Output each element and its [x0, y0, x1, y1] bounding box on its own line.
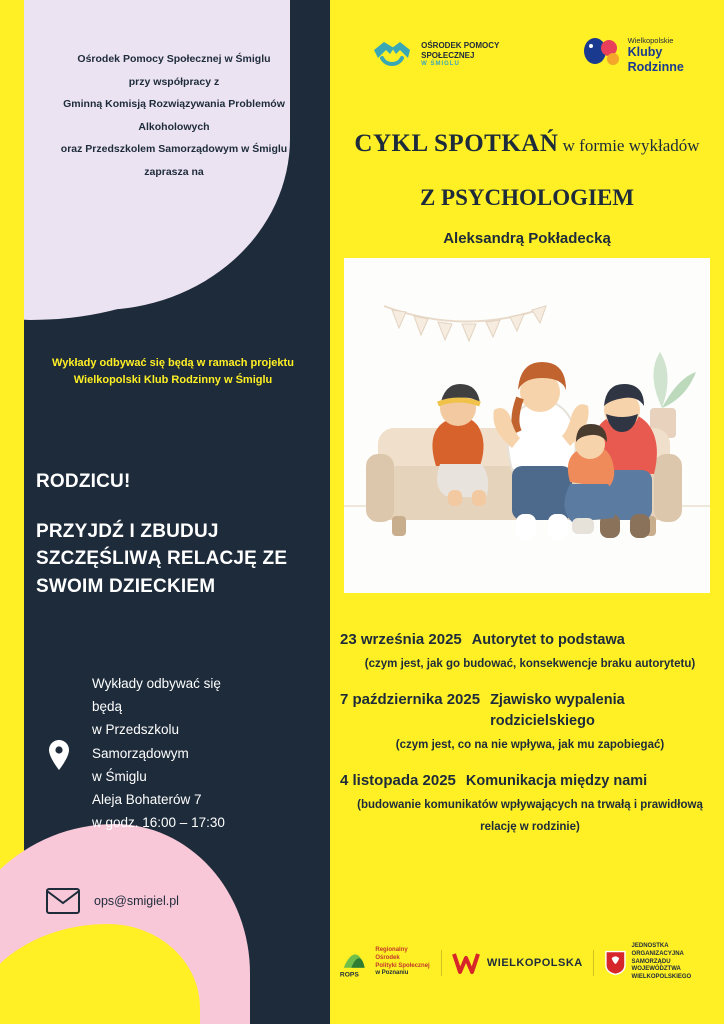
- juw-line2: SAMORZĄDU: [631, 958, 671, 965]
- right-column: [330, 0, 724, 1024]
- ops-logo-line2: SPOŁECZNEJ: [421, 51, 475, 61]
- handshake-icon: [370, 36, 414, 74]
- headline-sub: PRZYJDŹ I ZBUDUJ SZCZĘŚLIWĄ RELACJĘ ZE SWOIM DZIECKIEM: [36, 520, 288, 597]
- rops-mark-icon: [338, 948, 370, 978]
- headline-block: [36, 468, 316, 600]
- kluby-logo-main2: Rodzinne: [627, 59, 684, 74]
- headline-main: RODZICU!: [36, 471, 131, 492]
- address-block: [92, 672, 302, 835]
- kluby-logo-text: [628, 36, 684, 75]
- juw-logo-text: [632, 943, 718, 982]
- logo-divider: [441, 950, 442, 976]
- address-line: w godz. 16:00 – 17:30: [92, 815, 225, 831]
- intro-line: przy współpracy z: [128, 75, 220, 88]
- title-thin-part: w formie wykładów: [558, 136, 700, 155]
- schedule-date: 23 września 2025: [340, 631, 462, 648]
- address-line: będą: [92, 699, 123, 715]
- title-caps-rest: YKL SPOTKAŃ: [372, 130, 559, 157]
- schedule-row: [340, 771, 720, 793]
- wielkopolska-logo: [452, 950, 583, 976]
- logo-divider: [593, 950, 594, 976]
- rops-line2: Polityki Społecznej: [375, 962, 430, 969]
- top-logos: [330, 24, 724, 86]
- intro-text-block: [26, 48, 322, 183]
- juw-logo: [604, 943, 718, 982]
- schedule-description: (czym jest, jak go budować, konsekwencje braku autorytetu): [364, 657, 696, 670]
- schedule-item: [340, 771, 720, 838]
- address-line: Wykłady odbywać się: [92, 676, 221, 691]
- rops-line1: Regionalny Ośrodek: [375, 946, 408, 961]
- coat-of-arms-icon: [604, 949, 627, 977]
- email-contact[interactable]: [46, 888, 179, 914]
- schedule-topic: Zjawisko wypalenia rodzicielskiego: [490, 691, 625, 730]
- juw-line1: JEDNOSTKA ORGANIZACYJNA: [631, 943, 684, 957]
- intro-line: oraz Przedszkolem Samorządowym w Śmiglu: [60, 143, 288, 156]
- project-note: Wykłady odbywać się będą w ramach projektu Wielkopolski Klub Rodzinny w Śmiglu: [52, 357, 294, 387]
- bottom-logos: [338, 943, 718, 982]
- envelope-icon: [46, 888, 80, 914]
- schedule-item: [340, 630, 720, 676]
- family-bird-icon: [580, 35, 622, 75]
- kluby-logo-main1: Kluby: [627, 44, 663, 59]
- schedule-date: 7 października 2025: [340, 690, 481, 708]
- address-line: w Śmiglu: [92, 768, 147, 784]
- address-line: w Przedszkolu: [92, 722, 180, 738]
- ops-logo-text: [421, 41, 499, 69]
- schedule-topic: Komunikacja między nami: [465, 772, 648, 789]
- schedule-item: [340, 690, 720, 757]
- schedule-row: [340, 630, 720, 652]
- schedule-list: [340, 630, 720, 852]
- rops-logo-text: [375, 947, 431, 978]
- intro-line: Gminną Komisją Rozwiązywania Problemów: [63, 98, 285, 111]
- juw-line4: WIELKOPOLSKIEGO: [631, 974, 692, 981]
- svg-text:ROPS: ROPS: [339, 970, 359, 978]
- rops-line3: w Poznaniu: [375, 970, 409, 977]
- kluby-logo-top: Wielkopolskie: [627, 35, 674, 45]
- title-line-1: [330, 130, 724, 158]
- wielkopolska-text: WIELKOPOLSKA: [486, 956, 583, 969]
- rops-logo: [338, 947, 431, 978]
- ops-logo: [370, 36, 499, 74]
- illustration-family-on-sofa: [344, 258, 710, 593]
- ops-logo-line3: W ŚMIGLU: [421, 61, 460, 68]
- schedule-topic: Autorytet to podstawa: [471, 632, 625, 648]
- intro-line: Ośrodek Pomocy Społecznej w Śmiglu: [77, 53, 271, 65]
- juw-line3: WOJEWÓDZTWA: [631, 966, 681, 973]
- presenter-name: Aleksandrą Pokładecką: [443, 230, 611, 247]
- address-line: Samorządowym: [92, 745, 189, 761]
- ops-logo-line1: OŚRODEK POMOCY: [421, 41, 500, 51]
- kluby-rodzinne-logo: [580, 35, 684, 75]
- title-initial: C: [354, 130, 373, 157]
- title-line-2: Z PSYCHOLOGIEM: [419, 185, 635, 210]
- address-line: Aleja Bohaterów 7: [92, 792, 202, 808]
- illustration-svg: [344, 258, 710, 593]
- child-figure: [432, 384, 488, 506]
- wielkopolska-mark-icon: [452, 950, 482, 976]
- intro-line: Alkoholowych: [138, 120, 210, 133]
- schedule-description: (budowanie komunikatów wpływających na trwałą i prawidłową relację w rodzinie): [357, 798, 703, 833]
- left-column: [0, 0, 330, 1024]
- email-text: ops@smigiel.pl: [94, 894, 179, 908]
- intro-line: zaprasza na: [144, 165, 204, 178]
- schedule-description: (czym jest, co na nie wpływa, jak mu zapobiegać): [395, 739, 665, 752]
- schedule-date: 4 listopada 2025: [340, 771, 456, 789]
- schedule-row: [340, 690, 720, 734]
- location-pin-icon: [48, 740, 70, 770]
